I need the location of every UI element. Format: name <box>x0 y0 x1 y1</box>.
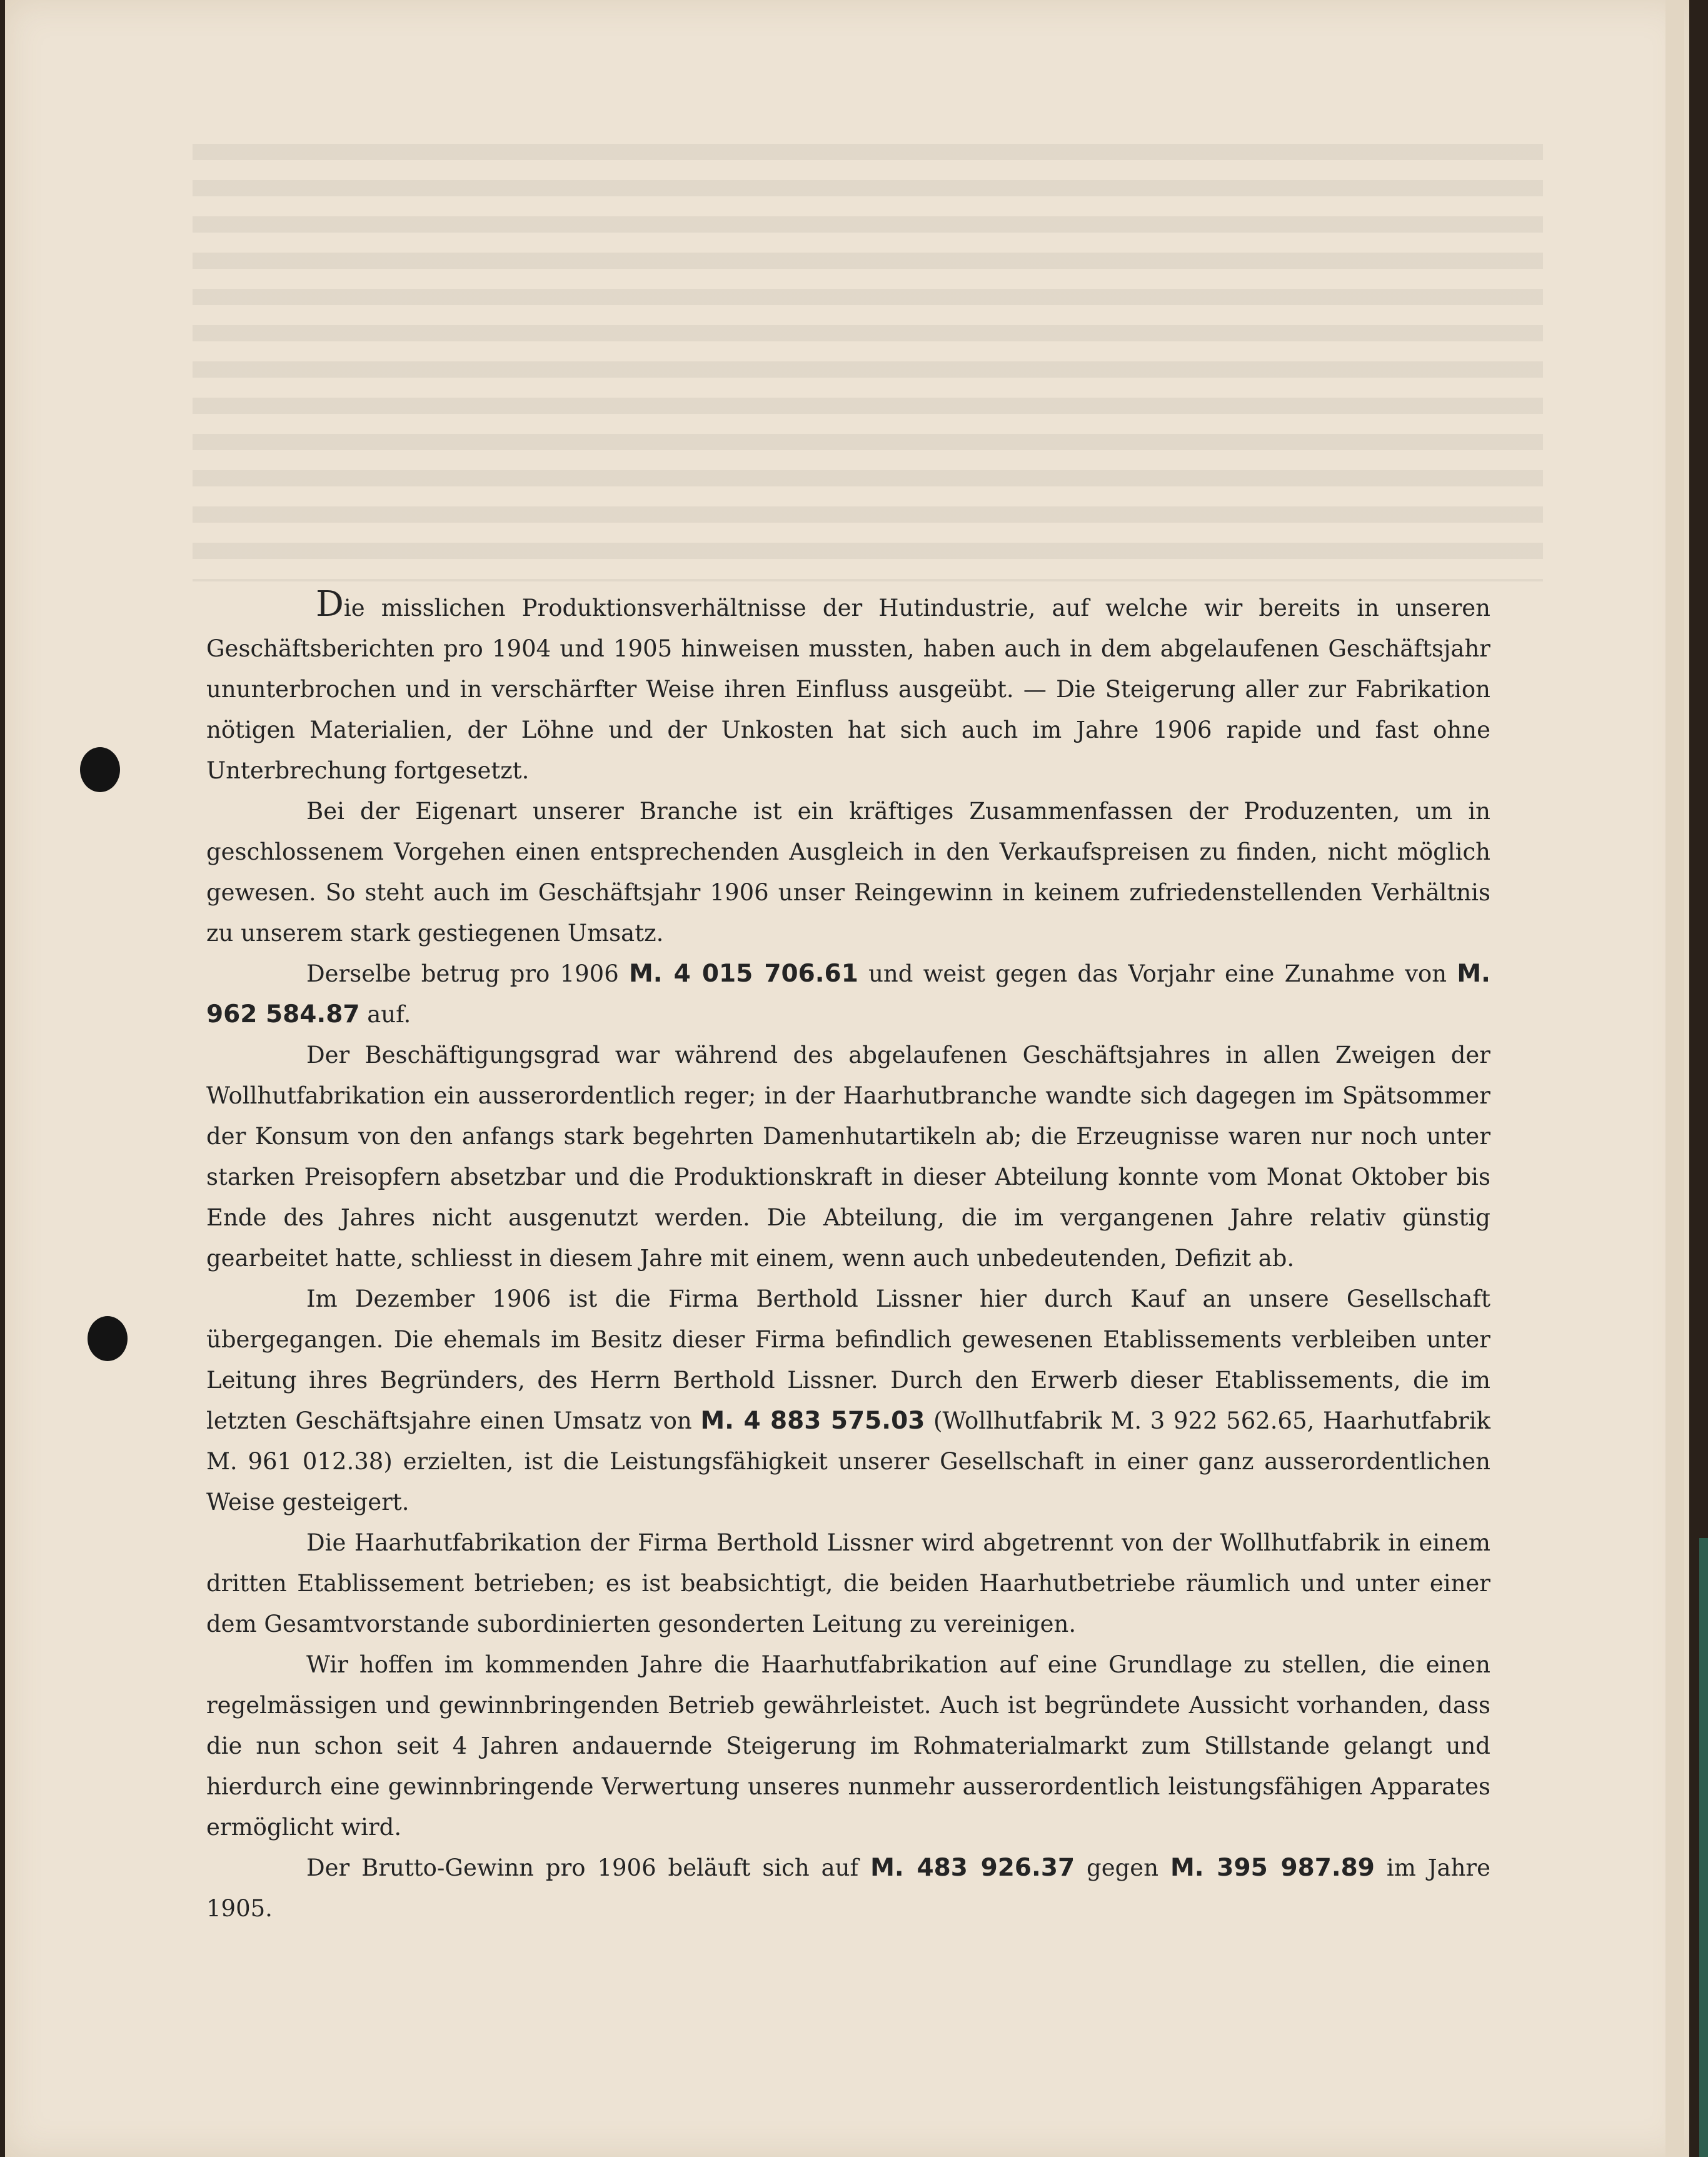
paragraph <box>206 1279 1490 1522</box>
amount: M. 962 584.87 <box>206 960 1490 1028</box>
text-segment: im Jahre 1905. <box>206 1854 1491 1922</box>
text-segment: Wir hoffen im kommenden Jahre die Haarhutfabrikation auf eine Grundlage zu stellen, die einen regelmässigen und gewinnbringenden Betrieb gewährleistet. Auch ist begründete Aussicht vorhanden, dass die nun schon seit 4 Jahren andauernde Steigerung im Rohmaterialmarkt zum Stillstande gelangt und hierdurch eine gewinnbringende Verwertung unseres nunmehr ausserordentlich leistungsfähigen Apparates ermöglicht wird. <box>206 1651 1490 1841</box>
amount: M. 4 883 575.03 <box>700 1407 925 1435</box>
paragraph <box>206 584 1490 791</box>
text-segment: Bei der Eigenart unserer Branche ist ein kräftiges Zusammenfassen der Produzenten, um in geschlossenem Vorgehen einen entsprechenden Ausgleich in den Verkaufspreisen zu finden, nicht möglich gewesen. So steht auch im Geschäftsjahr 1906 unser Reingewinn in keinem zufriedenstellenden Verhältnis zu unserem stark gestiegenen Umsatz. <box>206 798 1490 947</box>
text-segment: Die Haarhutfabrikation der Firma Berthold Lissner wird abgetrennt von der Wollhutfabrik in einem dritten Etablissement betrieben; es ist beabsichtigt, die beiden Haarhutbetriebe räumlich und unter einer dem Gesamtvorstande subordinierten gesonderten Leitung zu vereinigen. <box>206 1529 1490 1637</box>
text-segment: Derselbe betrug pro 1906 <box>306 960 629 987</box>
paragraph <box>206 1848 1490 1929</box>
text-segment: Der Beschäftigungsgrad war während des abgelaufenen Geschäftsjahres in allen Zweigen der Wollhutfabrikation ein ausserordentlich reger; in der Haarhutbranche wandte sich dagegen im Spätsommer der Konsum von den anfangs stark begehrten Damenhutartikeln ab; die Erzeugnisse waren nur noch unter starken Preisopfern absetzbar und die Produktionskraft in dieser Abteilung konnte vom Monat Oktober bis Ende des Jahres nicht ausgenutzt werden. Die Abteilung, die im vergangenen Jahre relativ günstig gearbeitet hatte, schliesst in diesem Jahre mit einem, wenn auch unbedeutenden, Defizit ab. <box>206 1042 1490 1272</box>
text-segment: gegen <box>1075 1854 1170 1881</box>
amount: M. 4 015 706.61 <box>628 960 858 988</box>
text-segment: auf. <box>359 1001 411 1028</box>
text-segment: (Wollhutfabrik M. 3 922 562.65, Haarhutfabrik M. 961 012.38) erzielten, ist die Leistungsfähigkeit unserer Gesellschaft in einer ganz ausserordentlichen Weise gesteigert. <box>206 1407 1490 1516</box>
page-edge <box>1665 0 1684 2157</box>
text-segment: und weist gegen das Vorjahr eine Zunahme von <box>858 960 1457 987</box>
paragraph <box>206 1644 1490 1848</box>
green-binding-edge <box>1699 1538 1708 2157</box>
paragraph <box>206 1035 1490 1279</box>
document-page <box>5 0 1689 2157</box>
text-segment: Im Dezember 1906 ist die Firma Berthold Lissner hier durch Kauf an unsere Gesellschaft übergegangen. Die ehemals im Besitz dieser Firma befindlich gewesenen Etablissements verbleiben unter Leitung ihres Begründers, des Herrn Berthold Lissner. Durch den Erwerb dieser Etablissements, die im letzten Geschäftsjahre einen Umsatz von <box>206 1285 1490 1434</box>
amount: M. 483 926.37 <box>870 1854 1075 1882</box>
paragraph <box>206 791 1490 953</box>
text-segment: ie misslichen Produktionsverhältnisse der Hutindustrie, auf welche wir bereits in unseren Geschäftsberichten pro 1904 und 1905 hinweisen mussten, haben auch in dem abgelaufenen Geschäftsjahr ununterbrochen und in verschärfter Weise ihren Einfluss ausgeübt. — Die Steigerung aller zur Fabrikation nötigen Materialien, der Löhne und der Unkosten hat sich auch im Jahre 1906 rapide und fast ohne Unterbrechung fortgesetzt. <box>206 595 1490 784</box>
punch-hole <box>80 747 120 792</box>
drop-cap: D <box>316 584 344 625</box>
punch-hole <box>88 1316 128 1361</box>
paragraph <box>206 1522 1490 1644</box>
text-segment: Der Brutto-Gewinn pro 1906 beläuft sich auf <box>306 1854 871 1881</box>
body-text <box>206 584 1491 1929</box>
amount: M. 395 987.89 <box>1170 1854 1375 1882</box>
paragraph <box>206 953 1490 1035</box>
bleed-through-text <box>193 144 1543 581</box>
